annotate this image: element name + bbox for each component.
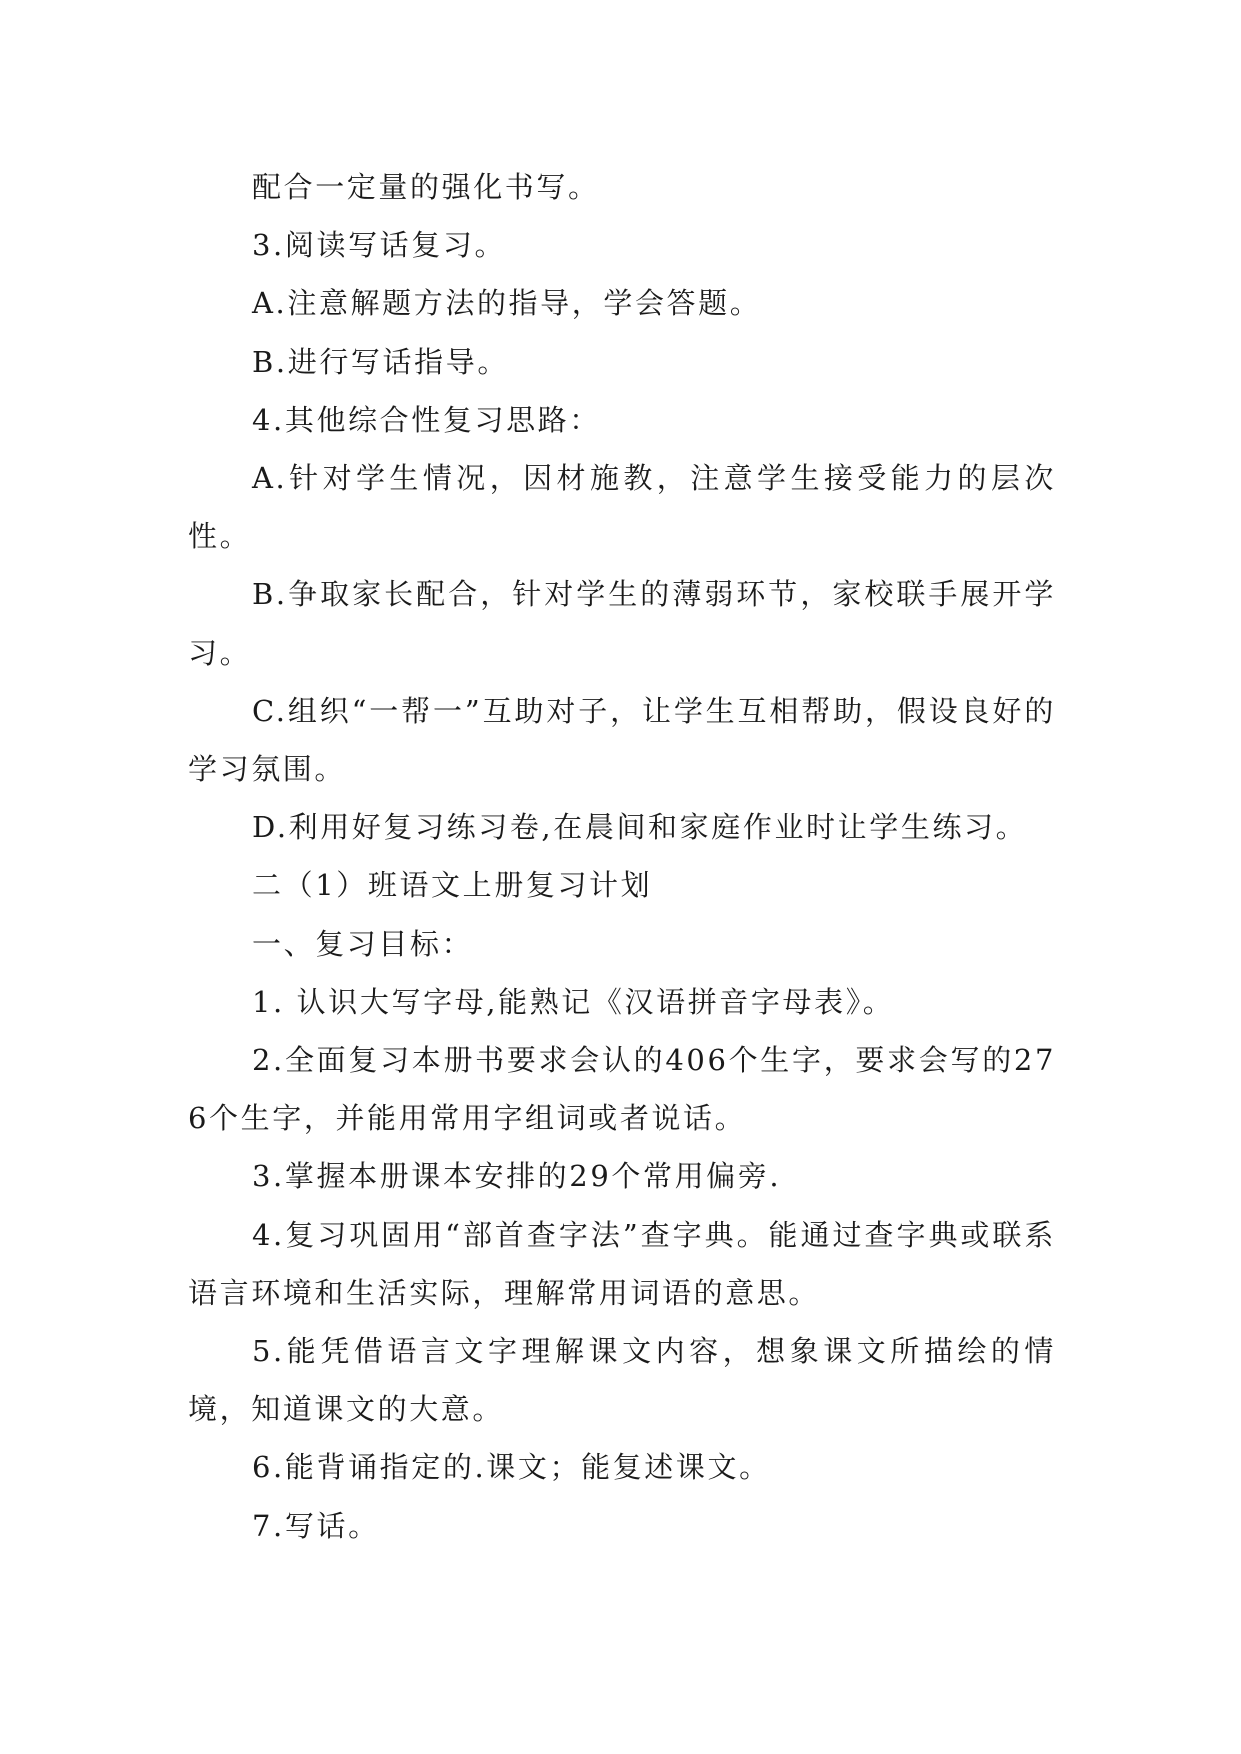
paragraph: B.争取家长配合，针对学生的薄弱环节，家校联手展开学习。	[188, 577, 1056, 670]
paragraph: 3.阅读写话复习。	[252, 228, 507, 263]
paragraph: A.针对学生情况，因材施教，注意学生接受能力的层次性。	[188, 461, 1056, 554]
paragraph: 配合一定量的强化书写。	[252, 170, 600, 204]
list-item: 1. 认识大写字母,能熟记《汉语拼音字母表》。	[252, 984, 895, 1019]
document-body	[188, 158, 1056, 1555]
list-item: 4.复习巩固用“部首查字法”查字典。能通过查字典或联系语言环境和生活实际，理解常用词语的意思。	[188, 1217, 1056, 1310]
list-item: 7.写话。	[252, 1508, 380, 1543]
section-title: 二（1）班语文上册复习计划	[252, 868, 653, 903]
list-item: 5.能凭借语言文字理解课文内容，想象课文所描绘的情境，知道课文的大意。	[188, 1334, 1056, 1427]
list-item: 2.全面复习本册书要求会认的406个生字，要求会写的276个生字，并能用常用字组词或者说话。	[188, 1043, 1056, 1136]
list-item: 3.掌握本册课本安排的29个常用偏旁.	[252, 1159, 782, 1194]
paragraph: 4.其他综合性复习思路：	[252, 402, 601, 437]
paragraph: A.注意解题方法的指导，学会答题。	[252, 286, 762, 321]
list-item: 6.能背诵指定的.课文；能复述课文。	[252, 1450, 771, 1485]
paragraph: D.利用好复习练习卷,在晨间和家庭作业时让学生练习。	[252, 810, 1028, 845]
paragraph: C.组织“一帮一”互助对子，让学生互相帮助，假设良好的学习氛围。	[188, 693, 1056, 787]
section-heading: 一、复习目标：	[252, 926, 474, 961]
paragraph: B.进行写话指导。	[252, 344, 509, 379]
